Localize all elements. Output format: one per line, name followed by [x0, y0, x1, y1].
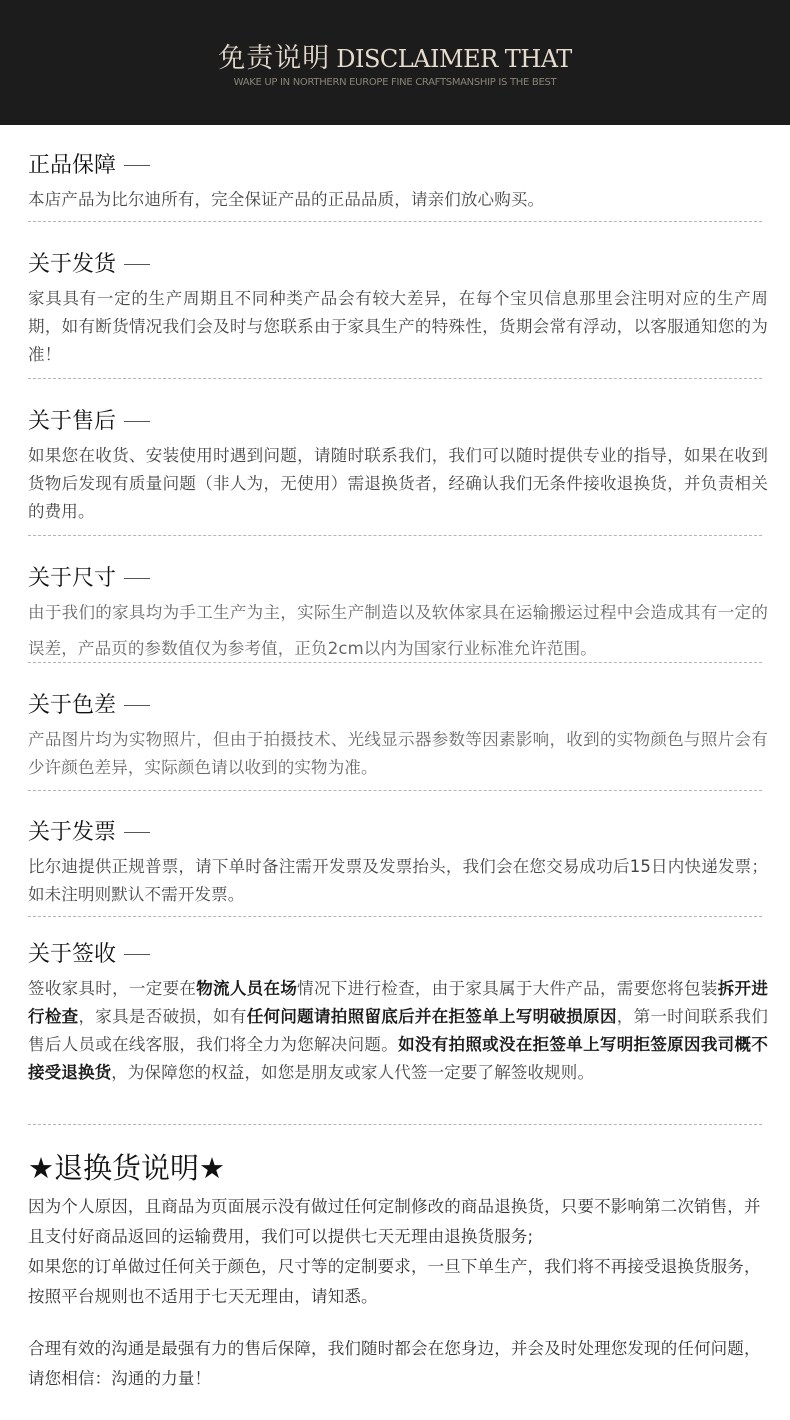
section-invoice: [28, 819, 768, 909]
section-text: 本店产品为比尔迪所有，完全保证产品的正品品质，请亲们放心购买。: [28, 190, 545, 209]
text-segment: ，家具是否破损，如有: [78, 1007, 247, 1026]
exchange-line: 因为个人原因，且商品为页面展示没有做过任何定制修改的商品退换货，只要不影响第二次销售，并且支付好商品返回的运输费用，我们可以提供七天无理由退换货服务;: [28, 1197, 761, 1246]
divider: [28, 790, 762, 791]
banner-title-en: DISCLAIMER THAT: [336, 45, 572, 73]
divider: [28, 378, 762, 379]
divider: [28, 535, 762, 536]
text-segment: 签收家具时，一定要在: [28, 979, 197, 998]
title-dash: [124, 705, 150, 706]
divider: [28, 221, 762, 222]
section-title: 关于发货: [28, 252, 117, 277]
emphasis-text: 任何问题请拍照留底后并在拒签单上写明破损原因: [246, 1007, 617, 1026]
title-dash: [124, 832, 150, 833]
section-text: 家具具有一定的生产周期且不同种类产品会有较大差异，在每个宝贝信息那里会注明对应的生产周期，如有断货情况我们会及时与您联系由于家具生产的特殊性，货期会常有浮动，以客服通知您的为准！: [28, 289, 768, 364]
divider: [28, 1124, 762, 1125]
title-dash: [124, 264, 150, 265]
section-size: [28, 565, 768, 667]
section-title: 关于色差: [28, 693, 117, 718]
emphasis-text: 如没有拍照或没在拒签单上写明拒签原因我司概不接受退换货: [28, 1035, 768, 1082]
exchange-line: 如果您的订单做过任何关于颜色，尺寸等的定制要求，一旦下单生产，我们将不再接受退换货服务，按照平台规则也不适用于七天无理由，请知悉。: [28, 1257, 761, 1306]
section-text: 产品图片均为实物照片，但由于拍摄技术、光线显示器参数等因素影响，收到的实物颜色与照片会有少许颜色差异，实际颜色请以收到的实物为准。: [28, 730, 768, 777]
section-text: 由于我们的家具均为手工生产为主，实际生产制造以及软体家具在运输搬运过程中会造成其有一定的误差，产品页的参数值仅为参考值，正负2cm以内为国家行业标准允许范围。: [28, 603, 768, 658]
header-banner: [0, 0, 790, 125]
communication-text: 合理有效的沟通是最强有力的售后保障，我们随时都会在您身边，并会及时处理您发现的任何问题，请您相信：沟通的力量！: [28, 1339, 761, 1388]
section-title: 关于发票: [28, 820, 117, 845]
divider: [28, 662, 762, 663]
text-segment: 情况下进行检查，由于家具属于大件产品，需要您将包装: [297, 979, 718, 998]
title-dash: [124, 165, 150, 166]
emphasis-text: 拆开进行检查: [28, 979, 768, 1026]
section-color: [28, 692, 768, 782]
section-title: 关于尺寸: [28, 566, 117, 591]
section-title: 关于签收: [28, 942, 117, 967]
banner-title-cn: 免责说明: [218, 43, 331, 74]
section-after-sales: [28, 408, 768, 526]
exchange-title: ★退换货说明★: [28, 1151, 225, 1185]
text-segment: ，为保障您的权益，如您是朋友或家人代签一定要了解签收规则。: [111, 1063, 595, 1082]
section-receipt: [28, 941, 768, 1087]
section-genuine: [28, 152, 768, 214]
section-title: 关于售后: [28, 409, 117, 434]
banner-subtitle: WAKE UP IN NORTHERN EUROPE FINE CRAFTSMANSHIP IS THE BEST: [233, 77, 557, 88]
section-title: 正品保障: [28, 153, 117, 178]
title-dash: [124, 578, 150, 579]
text-segment: ，第一时间联系我们售后人员或在线客服，我们将全力为您解决问题。: [28, 1007, 768, 1054]
section-text: [28, 975, 768, 1087]
section-text: 比尔迪提供正规普票，请下单时备注需开发票及发票抬头，我们会在您交易成功后15日内快递发票；如未注明则默认不需开发票。: [28, 857, 768, 904]
section-text: 如果您在收货、安装使用时遇到问题，请随时联系我们，我们可以随时提供专业的指导，如果在收到货物后发现有质量问题（非人为，无使用）需退换货者，经确认我们无条件接收退换货，并负责相关的费用。: [28, 446, 768, 521]
banner-title: [0, 36, 790, 75]
title-dash: [124, 421, 150, 422]
section-shipping: [28, 251, 768, 369]
title-dash: [124, 954, 150, 955]
divider: [28, 916, 762, 917]
emphasis-text: 物流人员在场: [196, 979, 298, 998]
exchange-text: [28, 1192, 768, 1312]
